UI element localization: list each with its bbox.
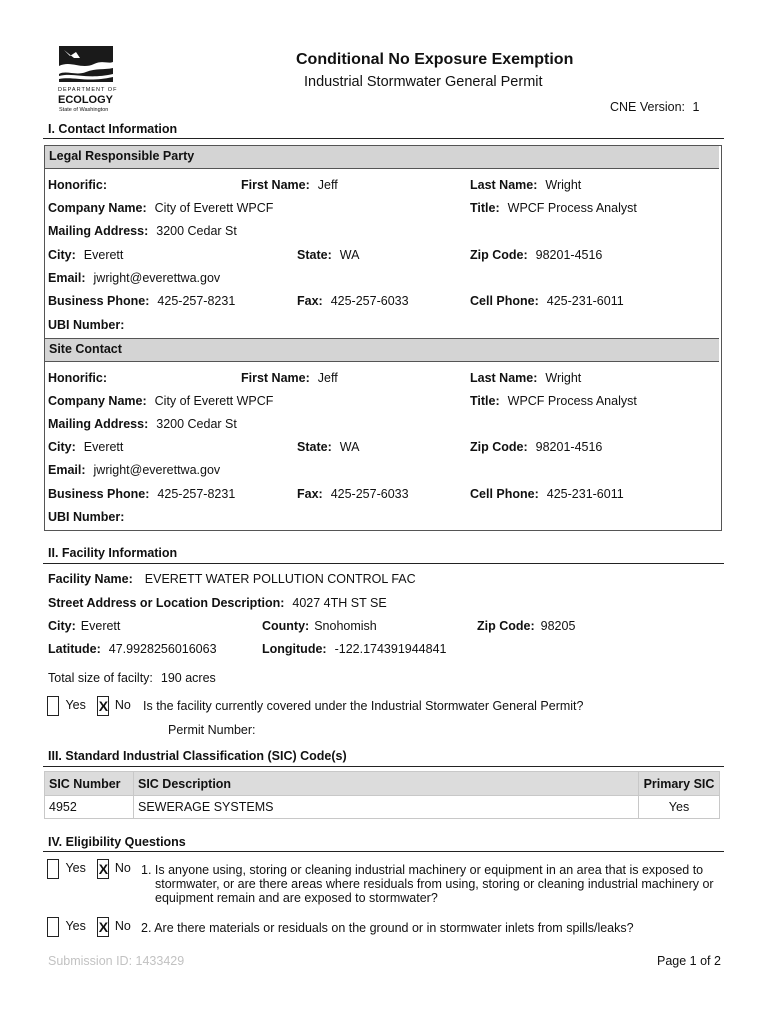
fax-value: 425-257-6033 — [330, 294, 409, 308]
zip-label: Zip Code: — [477, 619, 535, 633]
state-value: WA — [339, 440, 360, 454]
section-facility-information-heading: II. Facility Information — [48, 546, 178, 560]
legal-business-phone — [48, 294, 235, 308]
question-2-answer — [47, 917, 131, 937]
legal-responsible-party-bar — [45, 145, 719, 169]
legal-email — [48, 271, 220, 285]
sic-description-cell: SEWERAGE SYSTEMS — [134, 796, 639, 819]
county-value: Snohomish — [314, 619, 377, 633]
ecology-logo — [56, 46, 118, 116]
facility-city — [48, 619, 120, 633]
facility-longitude — [262, 642, 447, 656]
fax-label: Fax: — [297, 487, 323, 501]
permit-number-label: Permit Number: — [168, 723, 256, 737]
document-title: Conditional No Exposure Exemption — [296, 51, 574, 68]
site-business-phone — [48, 487, 235, 501]
latitude-value: 47.9928256016063 — [108, 642, 217, 656]
first-name-value: Jeff — [317, 178, 338, 192]
zip-value: 98201-4516 — [535, 440, 603, 454]
cell-phone-value: 425-231-6011 — [546, 487, 624, 501]
coverage-no-checkbox[interactable]: X — [98, 698, 109, 714]
company-value: City of Everett WPCF — [154, 394, 274, 408]
question-1-line-3: equipment remain and are exposed to stormwater? — [155, 891, 438, 905]
legal-state — [297, 248, 359, 262]
facility-size-value: 190 acres — [160, 671, 216, 685]
zip-label: Zip Code: — [470, 440, 528, 454]
site-ubi-number — [48, 510, 124, 524]
county-label: County: — [262, 619, 310, 633]
last-name-value: Wright — [545, 371, 582, 385]
yes-label: Yes — [65, 698, 86, 713]
title-label: Title: — [470, 394, 500, 408]
facility-county — [262, 619, 377, 633]
zip-value: 98205 — [540, 619, 576, 633]
company-value: City of Everett WPCF — [154, 201, 274, 215]
legal-city — [48, 248, 123, 262]
sic-table — [44, 771, 720, 819]
city-value: Everett — [80, 619, 121, 633]
zip-value: 98201-4516 — [535, 248, 603, 262]
title-value: WPCF Process Analyst — [507, 201, 637, 215]
no-label: No — [114, 861, 131, 876]
business-phone-label: Business Phone: — [48, 294, 150, 308]
title-value: WPCF Process Analyst — [507, 394, 637, 408]
logo-state-text: State of Washington — [59, 107, 109, 113]
submission-id: Submission ID: 1433429 — [48, 954, 185, 968]
street-value: 4027 4TH ST SE — [292, 596, 387, 610]
latitude-label: Latitude: — [48, 642, 101, 656]
site-mailing-address — [48, 417, 237, 431]
cne-version-label: CNE Version: — [610, 100, 686, 114]
site-zip — [470, 440, 602, 454]
section-divider — [43, 766, 724, 767]
document-subtitle: Industrial Stormwater General Permit — [304, 74, 543, 90]
state-label: State: — [297, 248, 332, 262]
site-city — [48, 440, 123, 454]
street-label: Street Address or Location Description: — [48, 596, 285, 610]
last-name-value: Wright — [545, 178, 582, 192]
legal-responsible-party-heading: Legal Responsible Party — [49, 149, 195, 163]
facility-name-label: Facility Name: — [48, 572, 133, 586]
legal-fax — [297, 294, 409, 308]
site-email — [48, 463, 220, 477]
facility-latitude — [48, 642, 217, 656]
site-last-name — [470, 371, 581, 385]
email-value: jwright@everettwa.gov — [93, 463, 221, 477]
sic-description-header: SIC Description — [134, 772, 639, 796]
mailing-address-label: Mailing Address: — [48, 417, 149, 431]
site-contact-heading: Site Contact — [49, 342, 122, 356]
legal-first-name — [241, 178, 338, 192]
business-phone-label: Business Phone: — [48, 487, 150, 501]
city-label: City: — [48, 440, 76, 454]
section-eligibility-questions-heading: IV. Eligibility Questions — [48, 835, 186, 849]
fax-label: Fax: — [297, 294, 323, 308]
question-2-text: 2. Are there materials or residuals on the ground or in stormwater inlets from spills/leaks? — [141, 921, 634, 935]
city-label: City: — [48, 619, 76, 633]
email-value: jwright@everettwa.gov — [93, 271, 221, 285]
site-state — [297, 440, 359, 454]
company-label: Company Name: — [48, 201, 147, 215]
question-1-text — [141, 863, 714, 905]
facility-size-label: Total size of facilty: — [48, 671, 153, 685]
logo-name-text: ECOLOGY — [58, 94, 114, 106]
longitude-label: Longitude: — [262, 642, 327, 656]
coverage-question-row — [47, 696, 131, 716]
company-label: Company Name: — [48, 394, 147, 408]
no-label: No — [114, 698, 131, 713]
section-contact-information-heading: I. Contact Information — [48, 122, 178, 136]
facility-size — [48, 671, 216, 685]
yes-label: Yes — [65, 919, 86, 934]
facility-name — [48, 572, 416, 586]
cell-phone-label: Cell Phone: — [470, 294, 539, 308]
longitude-value: -122.174391944841 — [334, 642, 447, 656]
coverage-yes-checkbox[interactable] — [47, 696, 59, 716]
site-first-name — [241, 371, 338, 385]
q1-yes-checkbox[interactable] — [47, 859, 59, 879]
question-1-line-2: stormwater, or are there areas where residuals from using, storing or cleaning industrial machinery or — [155, 877, 714, 891]
facility-street — [48, 596, 387, 610]
question-1-answer — [47, 859, 131, 879]
last-name-label: Last Name: — [470, 178, 538, 192]
site-contact-bar — [45, 338, 719, 362]
state-label: State: — [297, 440, 332, 454]
honorific-label: Honorific: — [48, 178, 108, 192]
no-label: No — [114, 919, 131, 934]
primary-sic-cell: Yes — [639, 796, 720, 819]
q2-no-checkbox[interactable]: X — [98, 919, 109, 935]
q1-no-checkbox[interactable]: X — [98, 861, 109, 877]
zip-label: Zip Code: — [470, 248, 528, 262]
legal-honorific — [48, 178, 107, 192]
sic-number-header: SIC Number — [45, 772, 134, 796]
legal-ubi-number — [48, 318, 124, 332]
city-label: City: — [48, 248, 76, 262]
ubi-number-label: UBI Number: — [48, 318, 125, 332]
page-number: Page 1 of 2 — [657, 954, 721, 968]
legal-last-name — [470, 178, 581, 192]
state-value: WA — [339, 248, 360, 262]
honorific-label: Honorific: — [48, 371, 108, 385]
cell-phone-label: Cell Phone: — [470, 487, 539, 501]
city-value: Everett — [83, 440, 124, 454]
question-1-line-1: 1. Is anyone using, storing or cleaning industrial machinery or equipment in an area that is exposed to — [141, 863, 704, 877]
first-name-label: First Name: — [241, 178, 310, 192]
section-divider — [43, 851, 724, 852]
facility-name-value: EVERETT WATER POLLUTION CONTROL FAC — [144, 572, 416, 586]
yes-label: Yes — [65, 861, 86, 876]
facility-zip — [477, 619, 575, 633]
legal-cell-phone — [470, 294, 624, 308]
logo-dept-text: DEPARTMENT OF — [58, 87, 118, 93]
legal-mailing-address — [48, 224, 237, 238]
business-phone-value: 425-257-8231 — [157, 487, 236, 501]
section-divider — [43, 563, 724, 564]
site-honorific — [48, 371, 107, 385]
fax-value: 425-257-6033 — [330, 487, 409, 501]
legal-company — [48, 201, 273, 215]
section-divider — [43, 138, 724, 139]
email-label: Email: — [48, 271, 86, 285]
first-name-value: Jeff — [317, 371, 338, 385]
title-label: Title: — [470, 201, 500, 215]
legal-zip — [470, 248, 602, 262]
primary-sic-header: Primary SIC — [639, 772, 720, 796]
first-name-label: First Name: — [241, 371, 310, 385]
site-fax — [297, 487, 409, 501]
mailing-address-label: Mailing Address: — [48, 224, 149, 238]
site-title — [470, 394, 637, 408]
sic-table-header-row — [45, 772, 720, 796]
site-company — [48, 394, 273, 408]
cell-phone-value: 425-231-6011 — [546, 294, 624, 308]
ubi-number-label: UBI Number: — [48, 510, 125, 524]
email-label: Email: — [48, 463, 86, 477]
last-name-label: Last Name: — [470, 371, 538, 385]
table-row — [45, 796, 720, 819]
business-phone-value: 425-257-8231 — [157, 294, 236, 308]
city-value: Everett — [83, 248, 124, 262]
site-cell-phone — [470, 487, 624, 501]
cne-version — [610, 100, 699, 114]
coverage-question-text: Is the facility currently covered under the Industrial Stormwater General Permit? — [143, 699, 584, 713]
legal-title — [470, 201, 637, 215]
section-sic-codes-heading: III. Standard Industrial Classification (SIC) Code(s) — [48, 749, 347, 763]
cne-version-value: 1 — [692, 100, 700, 114]
q2-yes-checkbox[interactable] — [47, 917, 59, 937]
mailing-address-value: 3200 Cedar St — [156, 224, 237, 238]
sic-number-cell: 4952 — [45, 796, 134, 819]
mailing-address-value: 3200 Cedar St — [156, 417, 237, 431]
